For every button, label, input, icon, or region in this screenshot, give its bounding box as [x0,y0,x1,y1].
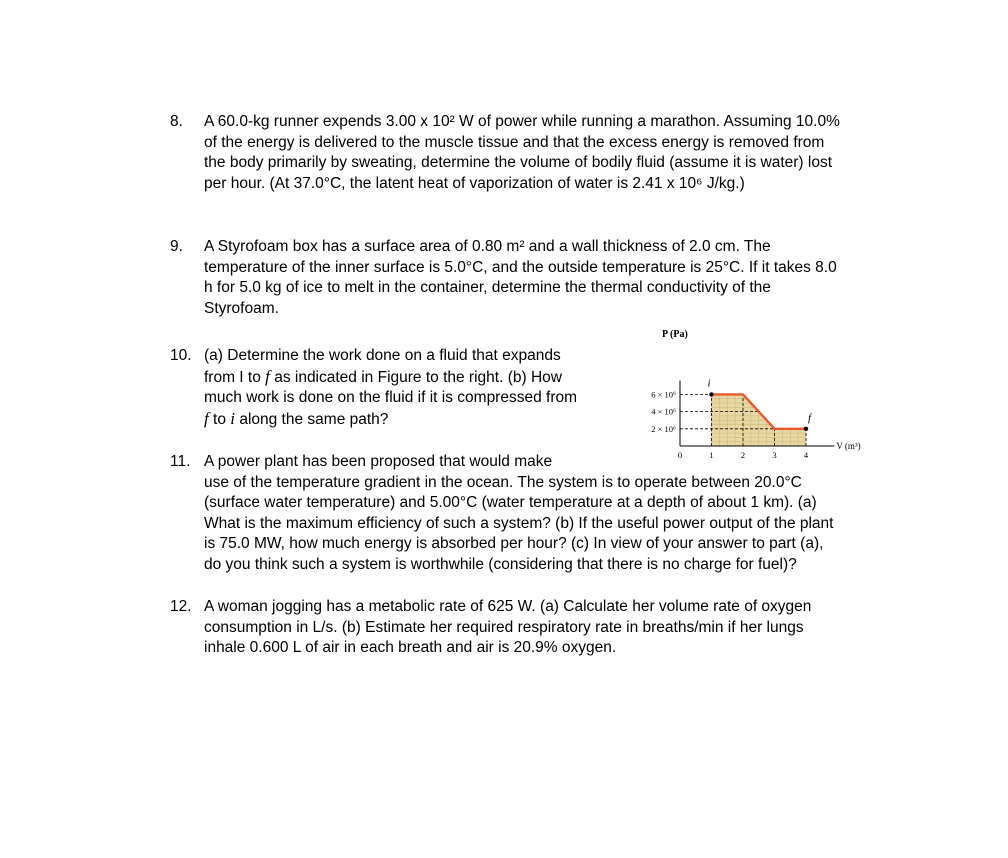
text-line: consumption in L/s. (b) Estimate her required respiratory rate in breaths/min if her lungs [204,618,804,636]
text-line: A power plant has been proposed that would make [204,453,553,470]
text-line: A 60.0-kg runner expends 3.00 x 10² W of power while running a marathon. Assuming 10.0% [204,113,840,130]
text-segment: from I to [204,368,266,386]
x-tick-label: 1 [709,450,714,460]
text-line: Styrofoam. [204,299,279,317]
problem-text [204,597,811,659]
problem-text [204,237,837,319]
text-line: h for 5.0 kg of ice to melt in the container, determine the thermal conductivity of the [204,279,771,296]
x-tick-label: 3 [772,450,777,460]
y-tick-label: 2 × 10⁶ [651,423,676,434]
problem-number: 8. [170,113,183,130]
y-axis-label: P (Pa) [662,329,688,340]
x-tick-label: 2 [740,450,746,460]
problem-number: 12. [170,598,192,615]
text-line: do you think such a system is worthwhile (considering that there is no charge for fuel)? [204,555,797,573]
text-line: the body primarily by sweating, determine the volume of bodily fluid (assume it is water) lost [204,154,833,171]
x-axis-label: V (m³) [836,441,861,451]
y-tick-label: 6 × 10⁶ [651,389,676,400]
pv-graph [620,324,882,466]
text-line: of the energy is delivered to the muscle tissue and that the excess energy is removed from [204,133,825,151]
problem-text [204,112,840,194]
problem-text [204,346,577,430]
point-i-marker [709,392,713,396]
text-line: (a) Determine the work done on a fluid that expands [204,347,561,364]
text-segment: along the same path? [235,410,389,428]
text-line: much work is done on the fluid if it is compressed from [204,389,578,406]
problem-number: 11. [170,453,191,470]
point-i-label: i [707,377,711,390]
problem-text [204,452,833,575]
x-tick-label: 0 [677,450,683,460]
italic-f: f [204,408,209,428]
text-line: per hour. (At 37.0°C, the latent heat of vaporization of water is 2.41 x 10⁶ J/kg.) [204,174,745,192]
x-tick-label: 4 [803,450,809,460]
y-tick-label: 4 × 10⁶ [651,406,676,417]
point-f-label: f [808,411,812,424]
problem-number: 10. [170,347,192,364]
text-line: use of the temperature gradient in the ocean. The system is to operate between 20.0°C [204,473,802,491]
text-line [204,367,577,389]
text-line: A Styrofoam box has a surface area of 0.80 m² and a wall thickness of 2.0 cm. The [204,238,771,255]
text-line: is 75.0 MW, how much energy is absorbed per hour? (c) In view of your answer to part (a), [204,535,824,552]
italic-f: f [265,366,270,386]
text-line: A woman jogging has a metabolic rate of 625 W. (a) Calculate her volume rate of oxygen [204,598,812,615]
text-line: What is the maximum efficiency of such a system? (b) If the useful power output of the plant [204,514,834,532]
text-segment: as indicated in Figure to the right. (b) How [269,368,562,386]
italic-i: i [230,408,236,428]
text-line: inhale 0.600 L of air in each breath and air is 20.9% oxygen. [204,639,617,656]
text-line [204,409,577,431]
problem-number: 9. [170,238,183,255]
point-f-marker [804,427,808,431]
text-line: (surface water temperature) and 5.00°C (water temperature at a depth of about 1 km). (a) [204,494,817,511]
text-segment: to [208,410,231,428]
text-line: temperature of the inner surface is 5.0°C, and the outside temperature is 25°C. If it takes 8.0 [204,258,837,276]
